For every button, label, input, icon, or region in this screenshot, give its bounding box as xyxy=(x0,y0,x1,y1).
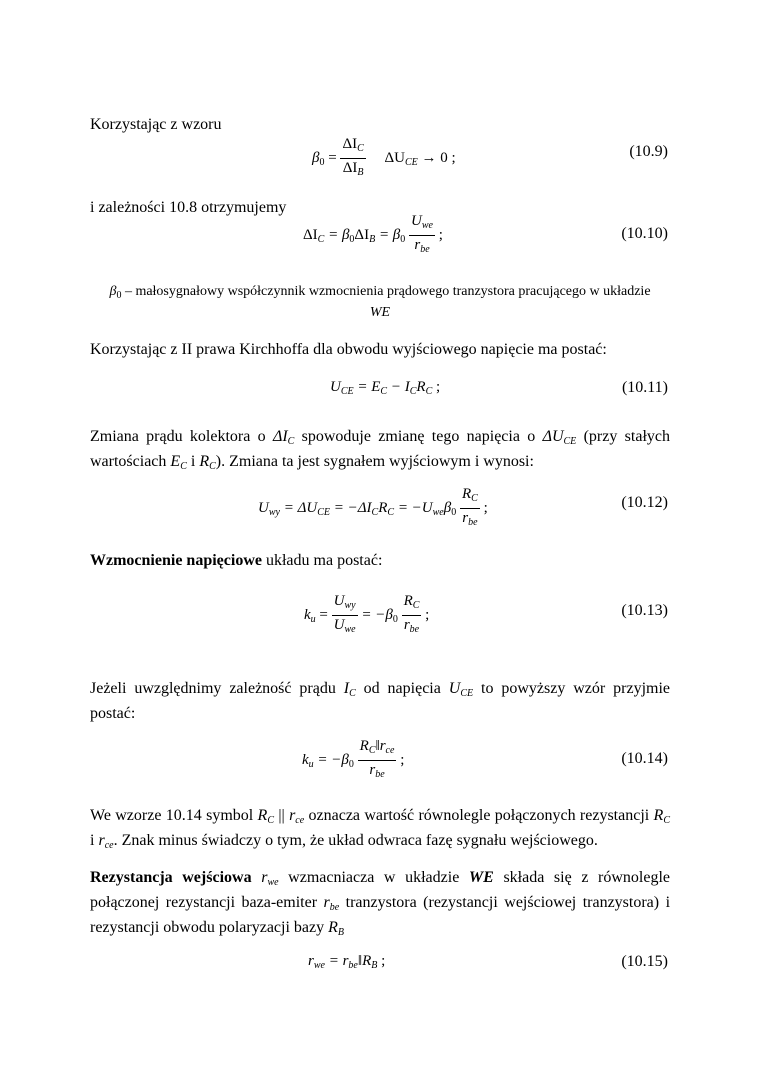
equation-number-10-12: (10.12) xyxy=(621,494,668,511)
equation-10-12: $U_{wy} = \Delta U_{CE} = -\Delta I_CR_C = -U_{we}\beta_0$ $\frac{R_C}{r_{be}}$ ; xyxy=(258,486,488,528)
equation-10-14: $k_u = -\beta_0$ $\frac{R_C‖r_{ce}}{r_{be}}$ ; xyxy=(302,738,405,780)
paragraph-input-resistance: Rezystancja wejściowa $r_{we}$ wzmacniacza w układzie WE składa się z równolegle połączonej rezystancji baza-emiter $r_{be}$ tranzystora (rezystancji wejściowej tranzystora) i rezystancji obwodu polaryzacji bazy $R_B$ xyxy=(90,869,671,938)
paragraph-intro-2: i zależności 10.8 otrzymujemy xyxy=(90,199,287,216)
equation-number-10-15: (10.15) xyxy=(621,953,668,970)
equation-number-10-9: (10.9) xyxy=(629,143,668,160)
paragraph-intro-1: Korzystając z wzoru xyxy=(90,116,222,133)
equation-10-10: $\Delta I_C = \beta_0\Delta I_B = \beta_0$ $\frac{U_{we}}{r_{be}}$ ; xyxy=(303,213,443,255)
paragraph-dependency: Jeżeli uwzględnimy zależność prądu $I_C$ od napięcia $U_{CE}$ to powyższy wzór przyjmie postać: xyxy=(90,680,671,722)
equation-number-10-11: (10.11) xyxy=(621,379,668,396)
equation-10-13: $k_u$ = $\frac{U_{wy}}{U_{we}}$ = $-\beta_0$ $\frac{R_C}{r_{be}}$ ; xyxy=(304,593,430,635)
paragraph-kirchhoff: Korzystając z II prawa Kirchhoffa dla obwodu wyjściowego napięcie ma postać: xyxy=(90,341,607,358)
equation-number-10-14: (10.14) xyxy=(621,750,668,767)
equation-10-9: $\beta_0$ = $\frac{\Delta I_C}{\Delta I_B}$ $\Delta U_{CE} \to 0$ ; xyxy=(312,136,456,178)
paragraph-collector-change: Zmiana prądu kolektora o $\Delta I_C$ spowoduje zmianę tego napięcia o $\Delta U_{CE}$ (przy stałych wartościach $E_C$ i $R_C$). Zmiana ta jest sygnałem wyjściowym i wynosi: xyxy=(90,428,670,472)
equation-10-11: $U_{CE} = E_C - I_CR_C$ ; xyxy=(330,379,441,397)
equation-10-15: $r_{we}$ = $r_{be}‖R_B$ ; xyxy=(308,953,386,971)
equation-number-10-13: (10.13) xyxy=(621,602,668,619)
beta-definition-note: $\beta_0$ – małosygnałowy współczynnik wzmocnienia prądowego tranzystora pracującego w układzie WE xyxy=(109,284,651,320)
paragraph-voltage-gain: Wzmocnienie napięciowe układu ma postać: xyxy=(90,552,383,569)
equation-number-10-10: (10.10) xyxy=(621,225,668,242)
paragraph-parallel-symbol: We wzorze 10.14 symbol $R_C$ || $r_{ce}$ oznacza wartość równolegle połączonych rezystancji $R_C$ i $r_{ce}$. Znak minus świadczy o tym, że układ odwraca fazę sygnału wejściowego. xyxy=(90,807,670,851)
